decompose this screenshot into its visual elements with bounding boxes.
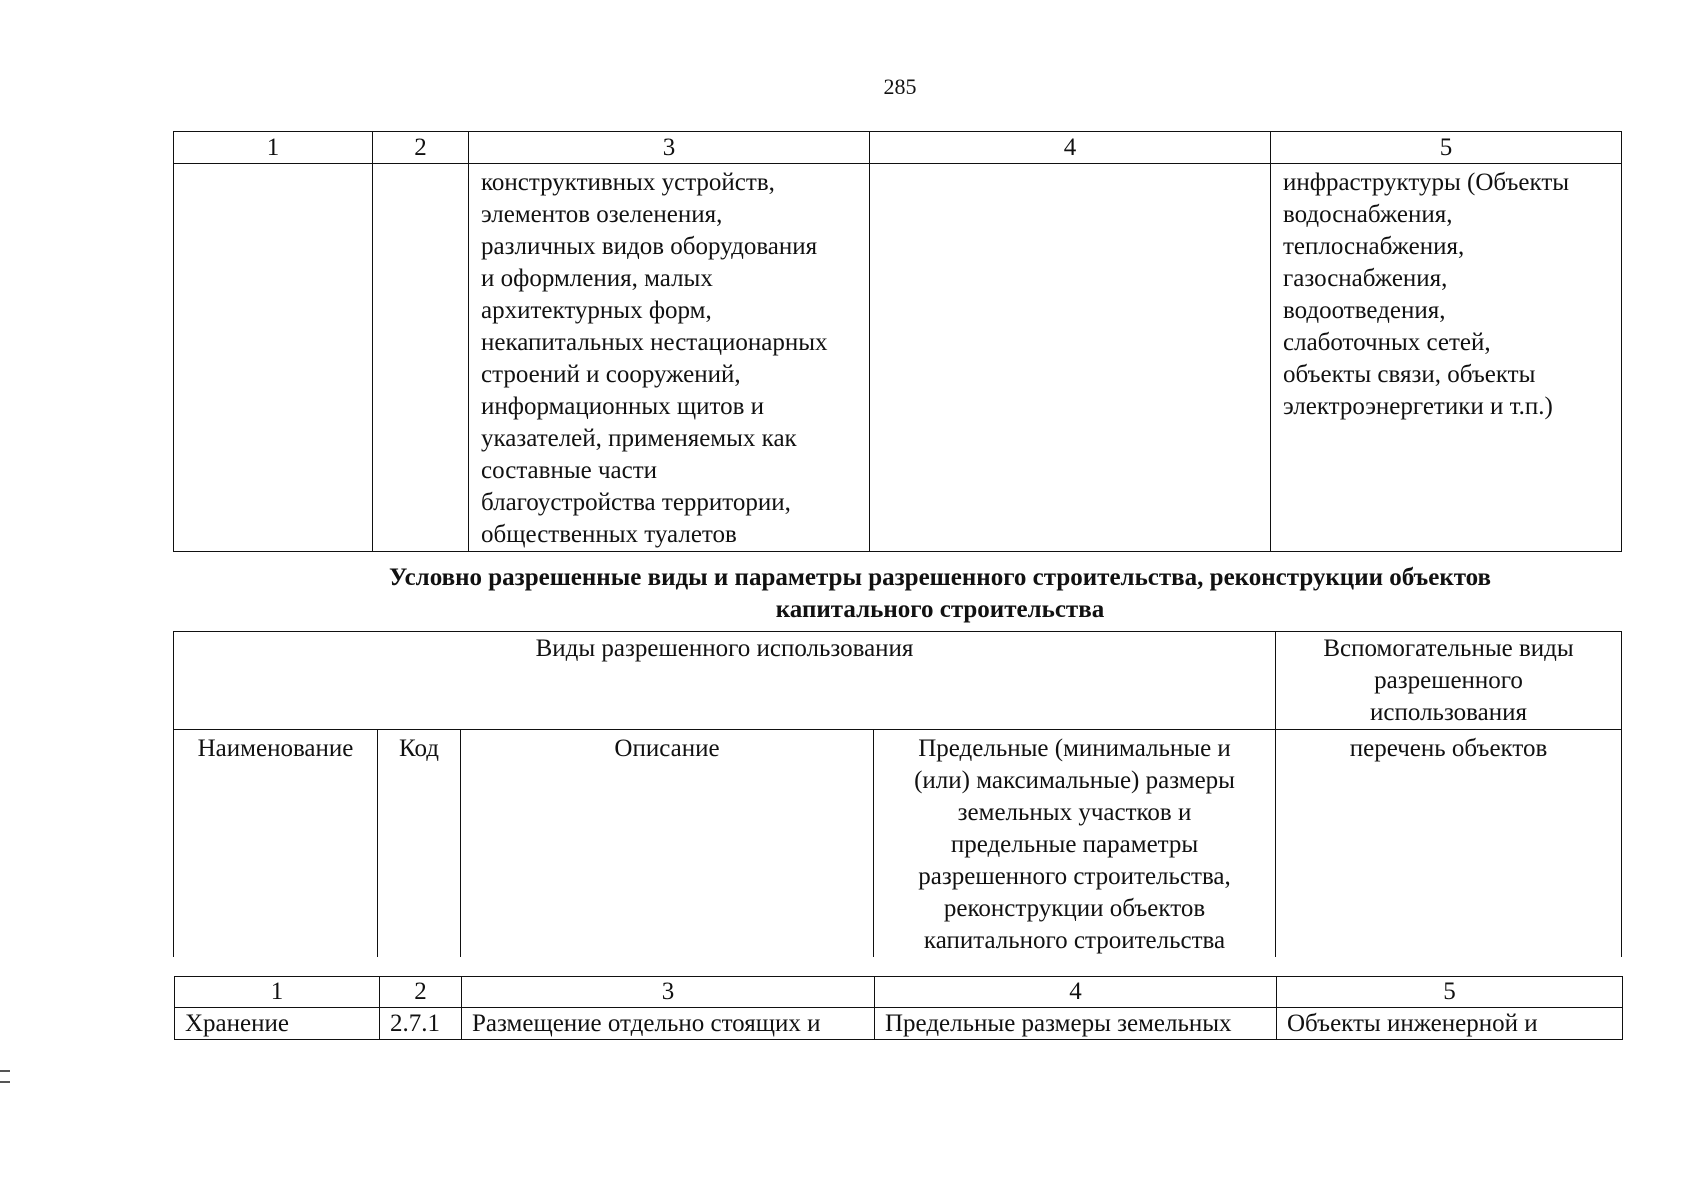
table-new bbox=[174, 976, 1623, 1040]
name-text bbox=[174, 164, 372, 167]
table-header-row bbox=[175, 977, 1623, 1008]
page-number: 285 bbox=[883, 74, 917, 99]
table-columns-row bbox=[174, 730, 1622, 958]
margin-tick bbox=[0, 1081, 10, 1083]
table-header-block bbox=[173, 631, 1622, 957]
column-number: 1 bbox=[175, 977, 380, 1008]
description-text: конструктивных устройств, элементов озеленения, различных видов оборудования и оформления, малых архитектурных форм, некапитальных нестационарных строений и сооружений, информационных щитов и указателей, применяемых как составные части благоустройства территории, общественных туалетов bbox=[481, 169, 828, 548]
code-cell bbox=[373, 164, 469, 552]
table-header-row bbox=[174, 132, 1622, 164]
code-cell: 2.7.1 bbox=[380, 1008, 462, 1040]
column-code-header: Код bbox=[378, 730, 461, 958]
column-name-header: Наименование bbox=[174, 730, 378, 958]
column-number: 3 bbox=[469, 132, 870, 164]
auxiliary-cell bbox=[1271, 164, 1622, 552]
column-number: 2 bbox=[380, 977, 462, 1008]
parameters-cell: Предельные размеры земельных bbox=[875, 1008, 1277, 1040]
name-cell: Хранение bbox=[175, 1008, 380, 1040]
column-aux-list-header: перечень объектов bbox=[1276, 730, 1622, 958]
column-parameters-header: Предельные (минимальные и (или) максимальные) размеры земельных участков и предельные параметры разрешенного строительства, реконструкции объектов капитального строительства bbox=[874, 730, 1276, 958]
table-row bbox=[174, 164, 1622, 552]
parameters-cell bbox=[870, 164, 1271, 552]
group-main-header: Виды разрешенного использования bbox=[174, 632, 1276, 730]
scan-margin-marks bbox=[0, 1070, 10, 1098]
column-number: 1 bbox=[174, 132, 373, 164]
auxiliary-cell: Объекты инженерной и bbox=[1277, 1008, 1623, 1040]
group-aux-header: Вспомогательные виды разрешенного использования bbox=[1276, 632, 1622, 730]
column-description-header: Описание bbox=[461, 730, 874, 958]
table-continuation bbox=[173, 131, 1622, 552]
column-number: 2 bbox=[373, 132, 469, 164]
column-number: 3 bbox=[462, 977, 875, 1008]
section-heading: Условно разрешенные виды и параметры разрешенного строительства, реконструкции объектов капитального строительства bbox=[388, 564, 1492, 623]
column-number: 5 bbox=[1277, 977, 1623, 1008]
code-text bbox=[373, 164, 468, 167]
description-cell bbox=[469, 164, 870, 552]
name-cell bbox=[174, 164, 373, 552]
column-number: 4 bbox=[875, 977, 1277, 1008]
table-row bbox=[175, 1008, 1623, 1040]
auxiliary-text: инфраструктуры (Объекты водоснабжения, теплоснабжения, газоснабжения, водоотведения, слаботочных сетей, объекты связи, объекты электроэнергетики и т.п.) bbox=[1283, 169, 1570, 420]
description-cell: Размещение отдельно стоящих и bbox=[462, 1008, 875, 1040]
parameters-text bbox=[870, 164, 1270, 167]
margin-tick bbox=[0, 1070, 10, 1072]
table-group-row bbox=[174, 632, 1622, 730]
column-number: 5 bbox=[1271, 132, 1622, 164]
column-number: 4 bbox=[870, 132, 1271, 164]
